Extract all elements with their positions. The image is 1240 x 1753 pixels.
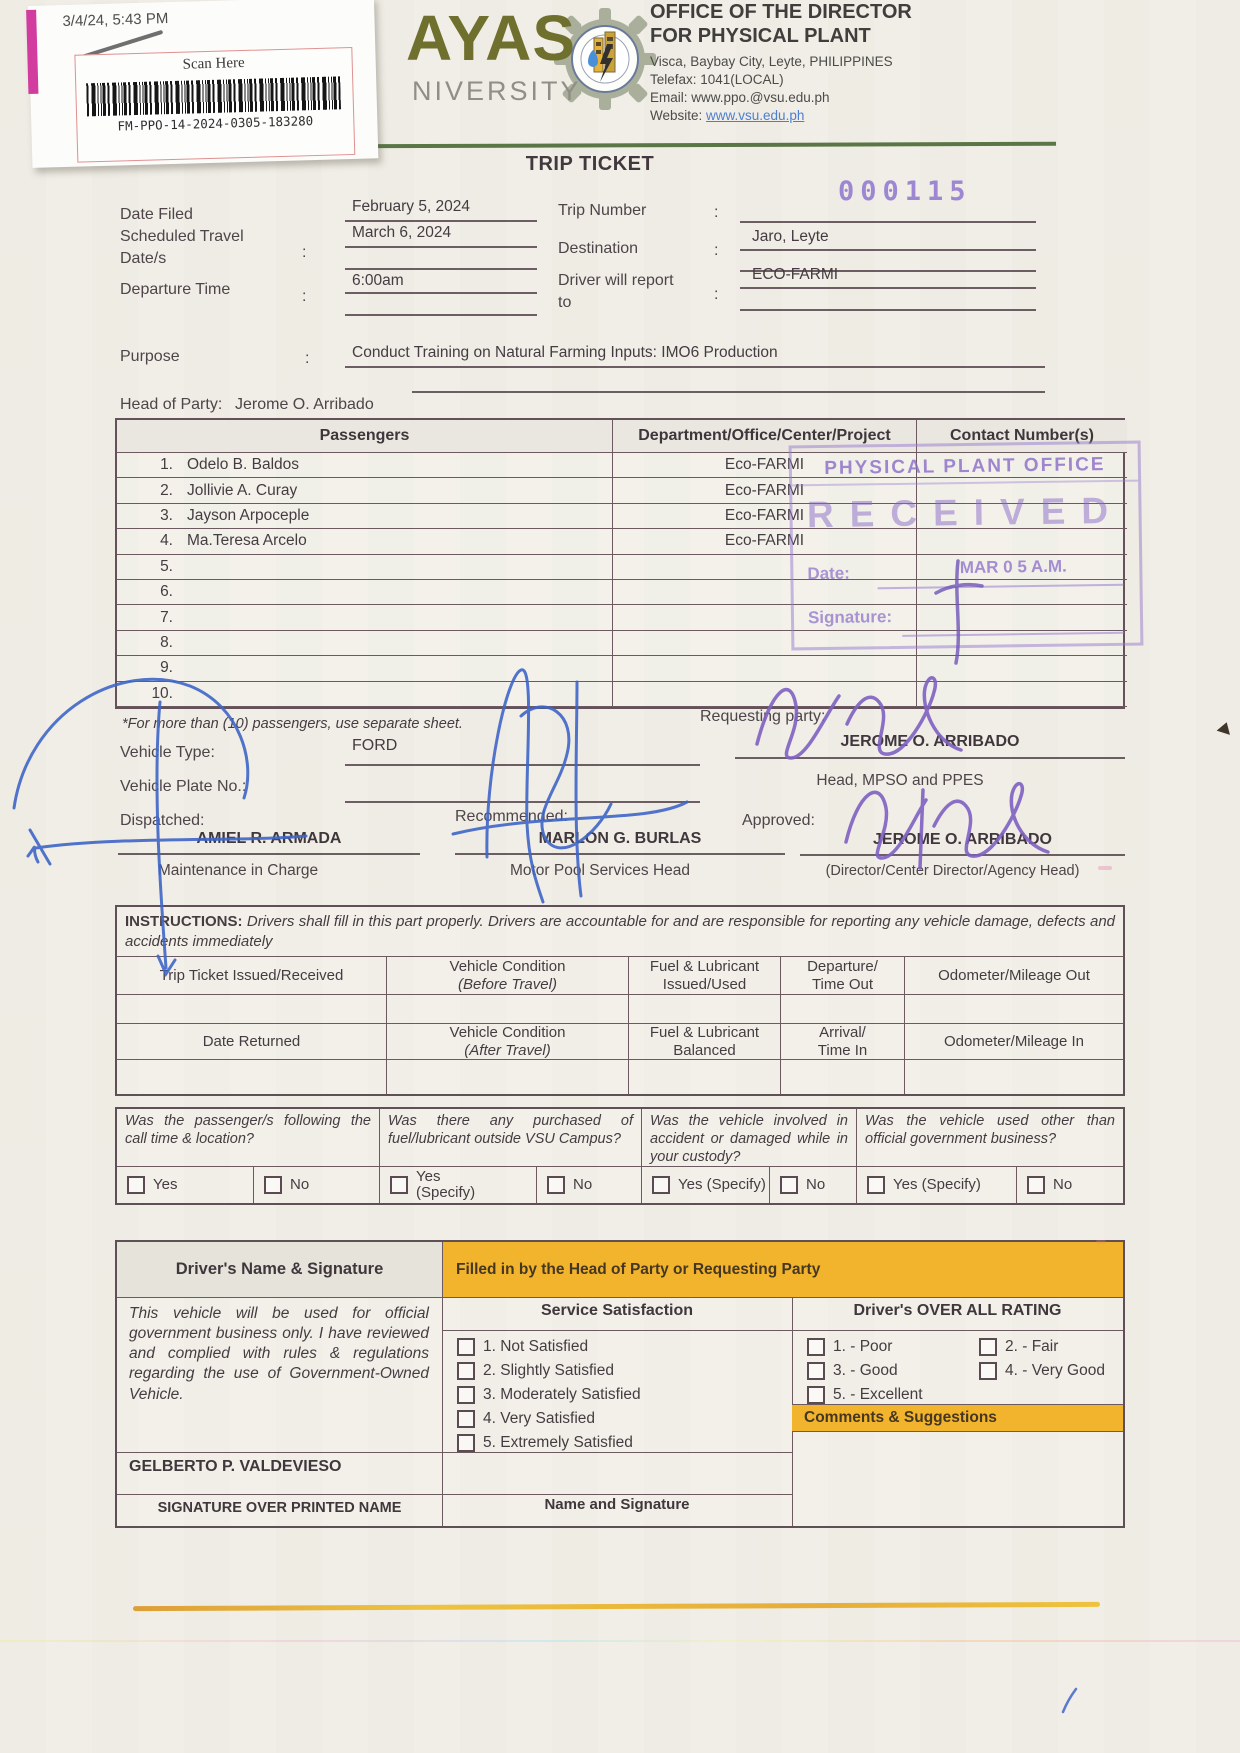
table-row [117, 580, 613, 605]
scan-artifact-line [0, 1640, 1240, 1642]
office-title-line1: OFFICE OF THE DIRECTOR [650, 1, 912, 23]
question-accident: Was the vehicle involved in accident or damaged while in your custody? [642, 1109, 857, 1166]
rating-1-label: 1. - Poor [833, 1338, 893, 1355]
rating-5-label: 5. - Excellent [833, 1386, 923, 1403]
passenger-dept: Eco-FARMI [613, 453, 917, 478]
rating-4-checkbox[interactable] [979, 1362, 997, 1380]
q1-yes-label: Yes [153, 1176, 178, 1194]
passenger-footnote: *For more than (10) passengers, use separate sheet. [122, 716, 463, 732]
passenger-dept: Eco-FARMI [613, 478, 917, 503]
service-5-checkbox[interactable] [457, 1434, 475, 1452]
header-vehicle-condition-after: Vehicle Condition (After Travel) [387, 1023, 629, 1059]
edge-pink-smudge [1098, 866, 1112, 870]
passenger-contact [917, 682, 1127, 707]
service-2-checkbox[interactable] [457, 1362, 475, 1380]
blank-cell[interactable] [781, 994, 905, 1023]
service-4-label: 4. Very Satisfied [483, 1410, 596, 1427]
date-filed-label: Date Filed [120, 206, 193, 223]
q4-yes-option [857, 1166, 1017, 1203]
office-telefax: Telefax: 1041(LOCAL) [650, 71, 784, 87]
service-option-5 [457, 1434, 633, 1452]
passenger-dept [613, 656, 917, 681]
purpose-label: Purpose [120, 348, 180, 365]
destination-value: Jaro, Leyte [752, 228, 829, 245]
passenger-name: Ma.Teresa Arcelo [187, 532, 307, 550]
rating-2-label: 2. - Fair [1005, 1338, 1059, 1355]
service-3-checkbox[interactable] [457, 1386, 475, 1404]
departure-time-label: Departure Time [120, 281, 231, 298]
stamp-signature-line [902, 632, 1124, 637]
instructions-table [117, 956, 1123, 1094]
colon: : [714, 286, 719, 303]
passenger-name: Odelo B. Baldos [187, 456, 300, 474]
blank-cell[interactable] [117, 1059, 387, 1094]
passenger-contact [917, 656, 1127, 681]
header-fuel-issued: Fuel & Lubricant Issued/Used [629, 956, 781, 994]
table-row [117, 504, 613, 529]
q4-no-option [1017, 1166, 1123, 1203]
trip-number-stamp: 000115 [838, 176, 972, 207]
q1-yes-checkbox[interactable] [127, 1176, 145, 1194]
colon: : [714, 204, 719, 221]
edge-ink-blot [1217, 720, 1234, 735]
driver-printed-name: GELBERTO P. VALDEVIESO [129, 1458, 342, 1475]
instructions-label: INSTRUCTIONS: [125, 913, 243, 930]
vehicle-type-value: FORD [352, 737, 398, 754]
rating-option-verygood [979, 1362, 1105, 1380]
colon: : [302, 288, 307, 305]
blank-cell[interactable] [781, 1059, 905, 1094]
header-odometer-in: Odometer/Mileage In [905, 1023, 1123, 1059]
service-2-label: 2. Slightly Satisfied [483, 1362, 614, 1379]
q3-no-checkbox[interactable] [780, 1176, 798, 1194]
service-satisfaction-header: Service Satisfaction [540, 1302, 694, 1319]
driver-report-value: ECO-FARMI [752, 266, 839, 283]
passenger-name: Jayson Arpoceple [187, 506, 310, 524]
edge-pink-smudge [1096, 1240, 1106, 1244]
q1-no-checkbox[interactable] [264, 1176, 282, 1194]
signature-over-printed-name-caption: SIGNATURE OVER PRINTED NAME [157, 1500, 402, 1516]
head-of-party-label: Head of Party: [120, 396, 223, 413]
service-option-2 [457, 1362, 614, 1380]
colon: : [305, 350, 310, 367]
requesting-party-label: Requesting party: [700, 708, 826, 725]
question-other-use: Was the vehicle used other than official government business? [865, 1113, 1115, 1148]
table-row [117, 478, 613, 503]
stamp-date-value: MAR 0 5 A.M. [959, 556, 1067, 578]
q2-yes-label: Yes (Specify) [416, 1167, 476, 1201]
header-arrival-timein: Arrival/ Time In [781, 1023, 905, 1059]
q2-no-label: No [573, 1176, 593, 1194]
filled-in-by-header: Filled in by the Head of Party or Requesting Party [442, 1242, 1123, 1298]
blank-cell[interactable] [629, 1059, 781, 1094]
blank-cell[interactable] [905, 1059, 1123, 1094]
row-number: 4. [160, 532, 173, 550]
row-number: 9. [160, 659, 173, 677]
passenger-name: Jollivie A. Curay [187, 481, 298, 499]
dispatched-title: Maintenance in Charge [157, 862, 319, 879]
passenger-dept: Eco-FARMI [613, 504, 917, 529]
col-header-contact: Contact Number(s) [917, 420, 1127, 453]
service-option-3 [457, 1386, 641, 1404]
header-date-returned: Date Returned [117, 1023, 387, 1059]
comments-suggestions-header: Comments & Suggestions [792, 1404, 1123, 1432]
rating-5-checkbox[interactable] [807, 1386, 825, 1404]
scheduled-line [345, 246, 537, 248]
service-1-label: 1. Not Satisfied [483, 1338, 589, 1355]
office-title-line2: FOR PHYSICAL PLANT [650, 25, 871, 47]
approved-label: Approved: [742, 812, 815, 829]
rating-option-good [807, 1362, 898, 1380]
q2-no-option [537, 1166, 642, 1203]
purpose-line2-blank [412, 391, 1045, 393]
driver-report-label2: to [558, 294, 572, 311]
service-3-label: 3. Moderately Satisfied [483, 1386, 641, 1403]
received-rubber-stamp [789, 441, 1144, 651]
blank-cell[interactable] [387, 994, 629, 1023]
head-of-party-value: Jerome O. Arribado [235, 396, 374, 413]
instructions-body: Drivers shall fill in this part properly. Drivers are accountable for and are responsible for reporting any vehicle damage, defects and accidents immediately [125, 913, 1115, 951]
departure-time-value: 6:00am [352, 272, 404, 289]
row-divider [117, 1494, 792, 1495]
q4-no-checkbox[interactable] [1027, 1176, 1045, 1194]
question-fuel-purchase: Was there any purchased of fuel/lubricant outside VSU Campus? [380, 1109, 642, 1166]
passenger-dept [613, 682, 917, 707]
header-departure-timeout: Departure/ Time Out [781, 956, 905, 994]
row-number: 6. [160, 583, 173, 601]
rating-option-poor [807, 1338, 892, 1356]
approved-title: (Director/Center Director/Agency Head) [825, 863, 1080, 879]
stamp-signature-label: Signature: [807, 607, 893, 628]
date-filed-value: February 5, 2024 [352, 198, 471, 215]
q1-no-option [254, 1166, 380, 1203]
website-link[interactable]: www.vsu.edu.ph [706, 107, 805, 123]
approved-line [800, 854, 1125, 856]
highlighter-line [133, 1602, 1100, 1611]
header-vehicle-condition-before: Vehicle Condition (Before Travel) [387, 956, 629, 994]
colon: : [302, 244, 307, 261]
recommended-title: Motor Pool Services Head [509, 862, 691, 879]
office-email: Email: www.ppo.@vsu.edu.ph [650, 89, 830, 105]
scheduled-line2-blank [345, 268, 537, 270]
service-option-1 [457, 1338, 588, 1356]
departure-line [345, 292, 537, 294]
q2-yes-option [380, 1166, 537, 1203]
header-odometer-out: Odometer/Mileage Out [905, 956, 1123, 994]
driver-report-line [740, 287, 1036, 289]
header-trip-ticket-issued: Trip Ticket Issued/Received [117, 956, 387, 994]
trip-number-label: Trip Number [558, 202, 647, 219]
q2-yes-checkbox[interactable] [390, 1176, 408, 1194]
question-call-time: Was the passenger/s following the call time & location? [117, 1109, 380, 1166]
pink-edge-strip [26, 10, 38, 94]
barcode [86, 76, 341, 116]
header-divider-rule [366, 142, 1056, 148]
website-label: Website: [650, 107, 707, 123]
blank-cell[interactable] [905, 994, 1123, 1023]
row-number: 8. [160, 633, 173, 651]
col-header-department: Department/Office/Center/Project [613, 420, 917, 453]
service-1-checkbox[interactable] [457, 1338, 475, 1356]
office-address: Visca, Baybay City, Leyte, PHILIPPINES [650, 54, 893, 69]
purpose-value: Conduct Training on Natural Farming Inputs: IMO6 Production [352, 344, 778, 361]
instructions-box [115, 905, 1125, 1096]
header-underline [442, 1330, 1123, 1331]
q3-no-label: No [806, 1176, 826, 1194]
q4-yes-label: Yes (Specify) [893, 1176, 981, 1194]
q3-yes-option [642, 1166, 770, 1203]
dispatched-line [118, 853, 420, 855]
vehicle-type-line [345, 764, 700, 766]
approved-name: JEROME O. ARRIBADO [873, 831, 1052, 848]
table-row [117, 682, 613, 707]
table-row [117, 453, 613, 478]
q2-no-checkbox[interactable] [547, 1176, 565, 1194]
dispatched-label: Dispatched: [120, 812, 205, 829]
driver-pledge-text: This vehicle will be used for official government business only. I have reviewed and complied with rules & regulations regarding the use of Government-Owned Vehicle. [129, 1305, 429, 1403]
dispatched-name: AMIEL R. ARMADA [196, 830, 342, 847]
scheduled-travel-label: Scheduled Travel [120, 228, 244, 245]
rating-option-excellent [807, 1386, 923, 1404]
rating-3-checkbox[interactable] [807, 1362, 825, 1380]
overall-rating-header: Driver's OVER ALL RATING [853, 1302, 1062, 1319]
column-divider [442, 1242, 443, 1526]
stamp-date-label: Date: [807, 563, 851, 584]
q1-no-label: No [290, 1176, 310, 1194]
purpose-line [345, 366, 1045, 368]
q3-no-option [770, 1166, 857, 1203]
requesting-party-title: Head, MPSO and PPES [816, 772, 984, 789]
trip-number-line-blank [740, 221, 1036, 223]
departure-line2-blank [345, 314, 537, 316]
scan-timestamp: 3/4/24, 5:43 PM [62, 10, 169, 31]
col-header-passengers: Passengers [117, 420, 613, 453]
vehicle-plate-line-blank [345, 801, 700, 803]
q4-no-label: No [1053, 1176, 1073, 1194]
table-row [117, 605, 613, 630]
requesting-party-line [735, 757, 1125, 759]
rating-2-checkbox[interactable] [979, 1338, 997, 1356]
table-row [117, 656, 613, 681]
evaluation-table [115, 1240, 1125, 1528]
driver-report-line2-blank [740, 309, 1036, 311]
header-fuel-balanced: Fuel & Lubricant Balanced [629, 1023, 781, 1059]
blank-cell[interactable] [117, 994, 387, 1023]
scheduled-travel-value: March 6, 2024 [352, 224, 452, 241]
recommended-line [455, 853, 785, 855]
rating-4-label: 4. - Very Good [1005, 1362, 1105, 1379]
row-number: 3. [160, 506, 173, 524]
stamp-received-text: RECEIVED [806, 489, 1125, 536]
driver-questions-table [115, 1107, 1125, 1205]
row-divider [117, 1452, 792, 1453]
stamp-office-name: PHYSICAL PLANT OFFICE [792, 454, 1138, 487]
date-filed-line [345, 220, 537, 222]
row-number: 10. [151, 684, 173, 702]
requesting-party-name: JEROME O. ARRIBADO [840, 733, 1020, 750]
driver-name-signature-header: Driver's Name & Signature [117, 1242, 442, 1298]
vsu-logo-wordmark: AYAS [406, 2, 577, 74]
table-row [117, 631, 613, 656]
row-number: 2. [160, 481, 173, 499]
q4-yes-checkbox[interactable] [867, 1176, 885, 1194]
vehicle-plate-label: Vehicle Plate No.: [120, 778, 247, 795]
stamp-date-line [878, 584, 1124, 589]
table-row [117, 529, 613, 554]
row-number: 5. [160, 557, 173, 575]
name-and-signature-caption: Name and Signature [544, 1496, 690, 1513]
scan-sticker-note [28, 0, 378, 168]
instructions-text [125, 912, 1115, 953]
row-number: 1. [160, 456, 173, 474]
blank-cell[interactable] [387, 1059, 629, 1094]
office-website-line [650, 107, 912, 125]
vsu-logo-subtext: NIVERSITY [412, 76, 582, 106]
scan-here-label: Scan Here [182, 54, 245, 73]
rating-1-checkbox[interactable] [807, 1338, 825, 1356]
blank-cell[interactable] [629, 994, 781, 1023]
service-5-label: 5. Extremely Satisfied [483, 1434, 633, 1451]
q3-yes-checkbox[interactable] [652, 1176, 670, 1194]
recommended-label: Recommended: [455, 808, 568, 825]
stray-blue-mark-ink [1055, 1686, 1083, 1718]
vehicle-type-label: Vehicle Type: [120, 744, 215, 761]
colon: : [714, 242, 719, 259]
driver-report-label: Driver will report [558, 272, 674, 289]
service-4-checkbox[interactable] [457, 1410, 475, 1428]
q3-yes-label: Yes (Specify) [678, 1176, 766, 1194]
rating-option-fair [979, 1338, 1058, 1356]
passenger-dept: Eco-FARMI [613, 529, 917, 554]
table-row [117, 555, 613, 580]
service-option-4 [457, 1410, 595, 1428]
scan-here-box [74, 47, 355, 163]
recommended-name: MARLON G. BURLAS [538, 830, 702, 847]
barcode-number: FM-PPO-14-2024-0305-183280 [117, 113, 314, 134]
destination-label: Destination [558, 240, 639, 257]
rating-3-label: 3. - Good [833, 1362, 898, 1379]
form-title: TRIP TICKET [525, 153, 655, 175]
row-number: 7. [160, 608, 173, 626]
q1-yes-option [117, 1166, 254, 1203]
scheduled-travel-label2: Date/s [120, 250, 167, 267]
office-header-block [650, 0, 912, 125]
destination-line [740, 249, 1036, 251]
